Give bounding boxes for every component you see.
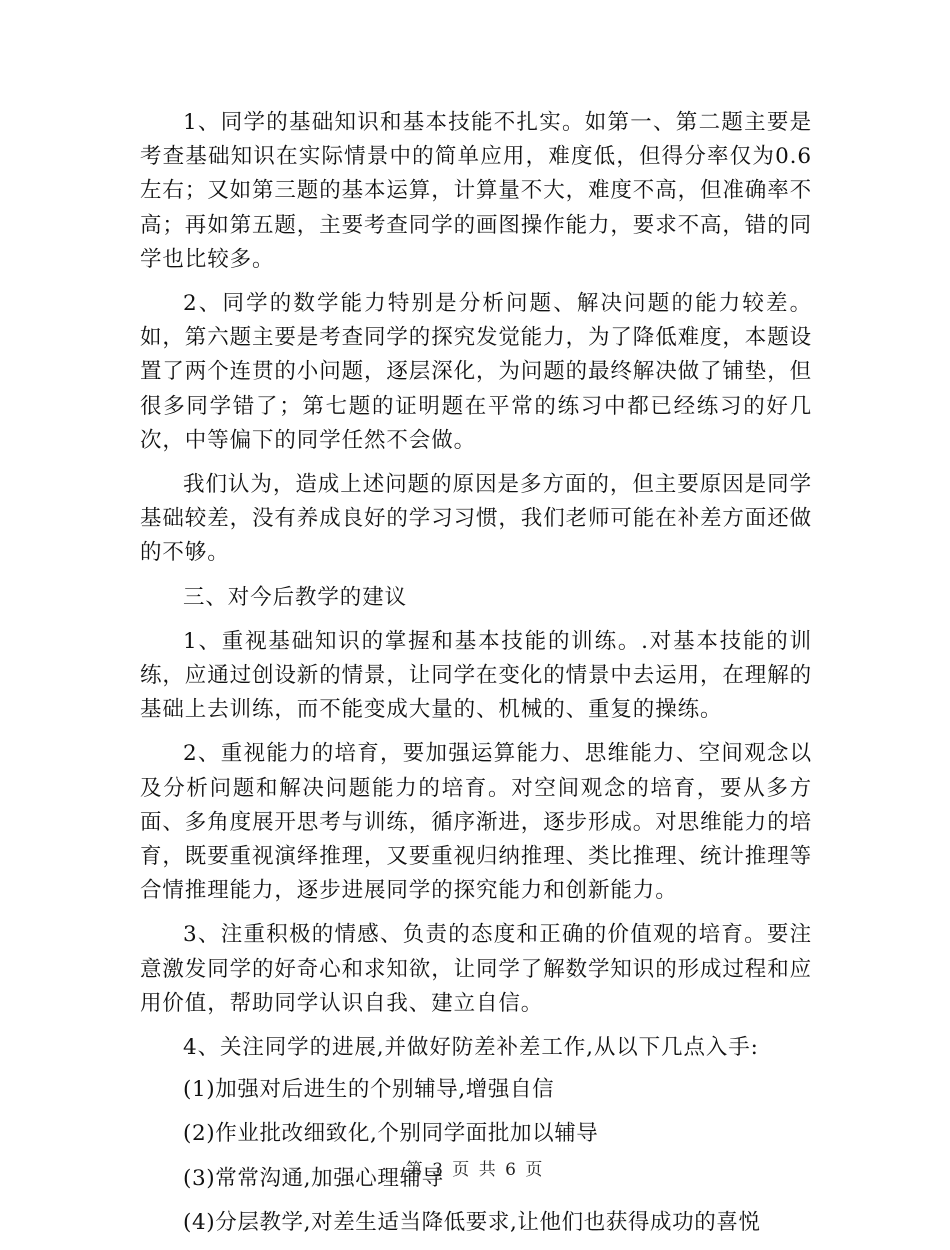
list-item: (4)分层教学,对差生适当降低要求,让他们也获得成功的喜悦 bbox=[183, 1209, 761, 1235]
paragraph-suggestion-3: 3、注重积极的情感、负责的态度和正确的价值观的培育。要注意激发同学的好奇心和求知欲，让同学了解数学知识的形成过程和应用价值，帮助同学认识自我、建立自信。 bbox=[140, 922, 813, 1016]
paragraph-suggestion-2: 2、重视能力的培育，要加强运算能力、思维能力、空间观念以及分析问题和解决问题能力的培育。对空间观念的培育，要从多方面、多角度展开思考与训练，循序渐进，逐步形成。对思维能力的培育，既要重视演绎推理，又要重视归纳推理、类比推理、统计推理等合情推理能力，逐步进展同学的探究能力和创新能力。 bbox=[140, 741, 813, 904]
page-footer: 第 3 页 共 6 页 bbox=[405, 1160, 545, 1180]
section-heading-suggestions: 三、对今后教学的建议 bbox=[183, 584, 408, 610]
document-body bbox=[140, 106, 812, 1250]
paragraph-basic-skills: 1、同学的基础知识和基本技能不扎实。如第一、第二题主要是考查基础知识在实际情景中的简单应用，难度低，但得分率仅为0.6左右；又如第三题的基本运算，计算量不大，难度不高，但准确率不高；再如第五题，主要考查同学的画图操作能力，要求不高，错的同学也比较多。 bbox=[140, 110, 813, 272]
list-item: (1)加强对后进生的个别辅导,增强自信 bbox=[183, 1077, 555, 1103]
paragraph-suggestion-4: 4、关注同学的进展,并做好防差补差工作,从以下几点入手: bbox=[183, 1035, 759, 1061]
paragraph-suggestion-1: 1、重视基础知识的掌握和基本技能的训练。.对基本技能的训练，应通过创设新的情景，让同学在变化的情景中去运用，在理解的基础上去训练，而不能变成大量的、机械的、重复的操练。 bbox=[140, 628, 813, 723]
list-item: (3)常常沟通,加强心理辅导 bbox=[183, 1165, 444, 1191]
paragraph-causes: 我们认为，造成上述问题的原因是多方面的，但主要原因是同学基础较差，没有养成良好的学习习惯，我们老师可能在补差方面还做的不够。 bbox=[140, 472, 813, 566]
list-item: (2)作业批改细致化,个别同学面批加以辅导 bbox=[183, 1121, 599, 1147]
paragraph-math-ability: 2、同学的数学能力特别是分析问题、解决问题的能力较差。如，第六题主要是考查同学的探究发觉能力，为了降低难度，本题设置了两个连贯的小问题，逐层深化，为问题的最终解决做了铺垫，但很多同学错了；第七题的证明题在平常的练习中都已经练习的好几次，中等偏下的同学任然不会做。 bbox=[140, 291, 813, 453]
